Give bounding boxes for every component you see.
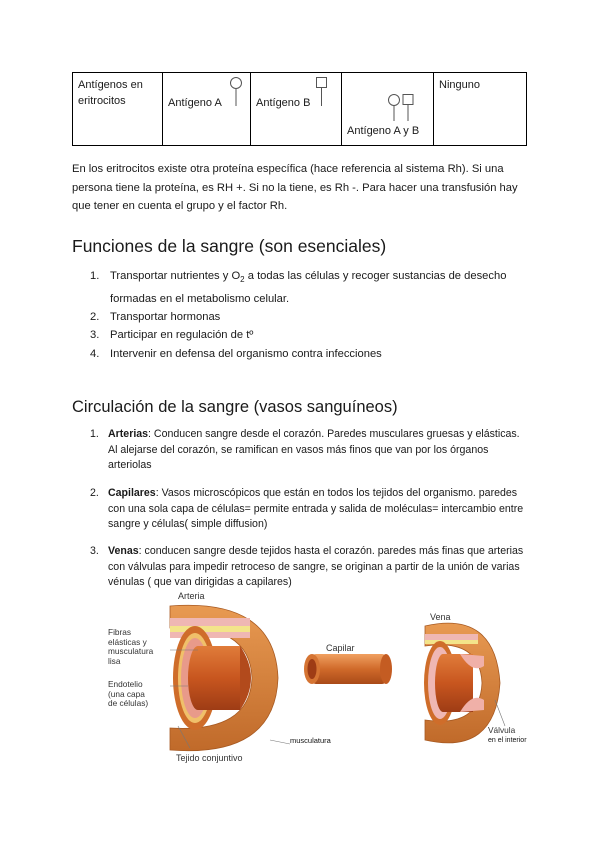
vessel-description: : Vasos microscópicos que están en todos los tejidos del organismo. paredes con una sola capa de células= permite entrada y salida de moléculas= intercambio entre sangre y células( simple diffusion) <box>108 487 524 530</box>
circulation-heading: Circulación de la sangre (vasos sanguíneos) <box>72 398 398 416</box>
label-line: (una capa <box>108 688 145 699</box>
vessel-term: Venas <box>108 545 139 557</box>
antigen-a-label: Antígeno A <box>168 97 222 109</box>
vessel-term: Arterias <box>108 428 149 440</box>
label-capilar: Capilar <box>326 643 355 653</box>
label-fibras <box>108 628 153 666</box>
label-tejido-conjuntivo: Tejido conjuntivo <box>176 753 243 763</box>
antigen-b-cell <box>251 73 342 146</box>
vessel-term: Capilares <box>108 487 156 499</box>
antigen-ab-label: Antígeno A y B <box>347 125 420 137</box>
list-number: 1. <box>90 428 99 440</box>
antigen-ab-circle-square-icon <box>387 93 419 123</box>
blood-vessels-diagram <box>100 588 540 770</box>
antigen-a-cell <box>163 73 251 146</box>
table-header-cell <box>73 73 163 146</box>
list-number: 3. <box>90 545 99 557</box>
vessel-description: : Conducen sangre desde el corazón. Paredes musculares gruesas y elásticas. Al alejarse del corazón, se ramifican en vasos más finos que van por los órganos arteriolas <box>108 428 520 471</box>
label-vena: Vena <box>430 612 451 622</box>
label-line: Fibras <box>108 627 132 637</box>
label-line: de células) <box>108 698 149 708</box>
functions-list <box>72 267 532 363</box>
vessel-item-venas <box>90 544 530 591</box>
label-endotelio <box>108 680 148 709</box>
vessel-item-arterias <box>90 427 530 474</box>
table-header-label: Antígenos en eritrocitos <box>78 79 143 107</box>
function-text: Transportar nutrientes y O <box>110 270 241 282</box>
function-text: Transportar hormonas <box>110 311 221 324</box>
antigen-a-circle-icon <box>229 76 243 108</box>
capillary-illustration <box>304 654 392 684</box>
label-line: Endotelio <box>108 679 143 689</box>
antigen-b-label: Antígeno B <box>256 97 311 109</box>
label-musculatura: musculatura <box>290 736 331 745</box>
function-item <box>72 326 532 344</box>
no-antigen-cell <box>434 73 527 146</box>
label-line: elásticas y <box>108 636 147 647</box>
artery-illustration <box>170 605 290 750</box>
label-arteria: Arteria <box>178 591 205 601</box>
antigen-ab-cell <box>342 73 434 146</box>
function-item <box>72 267 532 308</box>
list-number: 3. <box>90 329 100 342</box>
function-item <box>72 345 532 363</box>
antigen-table <box>72 72 527 146</box>
functions-heading: Funciones de la sangre (son esenciales) <box>72 236 387 256</box>
vessel-description: : conducen sangre desde tejidos hasta el corazón. paredes más finas que arterias con válvulas para impedir retroceso de sangre, se originan a partir de la unión de varias vénulas ( que van dirigidas a capilares) <box>108 545 524 588</box>
list-number: 2. <box>90 311 100 324</box>
label-valvula <box>488 726 527 745</box>
no-antigen-label: Ninguno <box>439 79 480 91</box>
list-number: 2. <box>90 487 99 499</box>
function-text: Intervenir en defensa del organismo contra infecciones <box>110 347 382 360</box>
label-line: en el interior <box>488 736 527 744</box>
rh-paragraph: En los eritrocitos existe otra proteína específica (hace referencia al sistema Rh). Si una persona tiene la proteína, es RH +. Si no la tiene, es Rh -. Para hacer una transfusión hay que tener en cuenta el grupo y el factor Rh. <box>72 163 518 212</box>
label-line: Válvula <box>488 725 516 735</box>
function-item <box>72 308 532 326</box>
label-line: musculatura <box>108 646 154 656</box>
function-text: Participar en regulación de tº <box>110 329 254 342</box>
vessel-item-capilares <box>90 486 530 533</box>
label-line: lisa <box>108 655 121 666</box>
antigen-b-square-icon <box>315 76 329 108</box>
list-number: 1. <box>90 270 100 282</box>
subscript: 2 <box>240 275 245 285</box>
function-text: a todas las células y recoger sustancias de desecho formadas en el metabolismo celular. <box>110 270 507 305</box>
list-number: 4. <box>90 347 100 360</box>
